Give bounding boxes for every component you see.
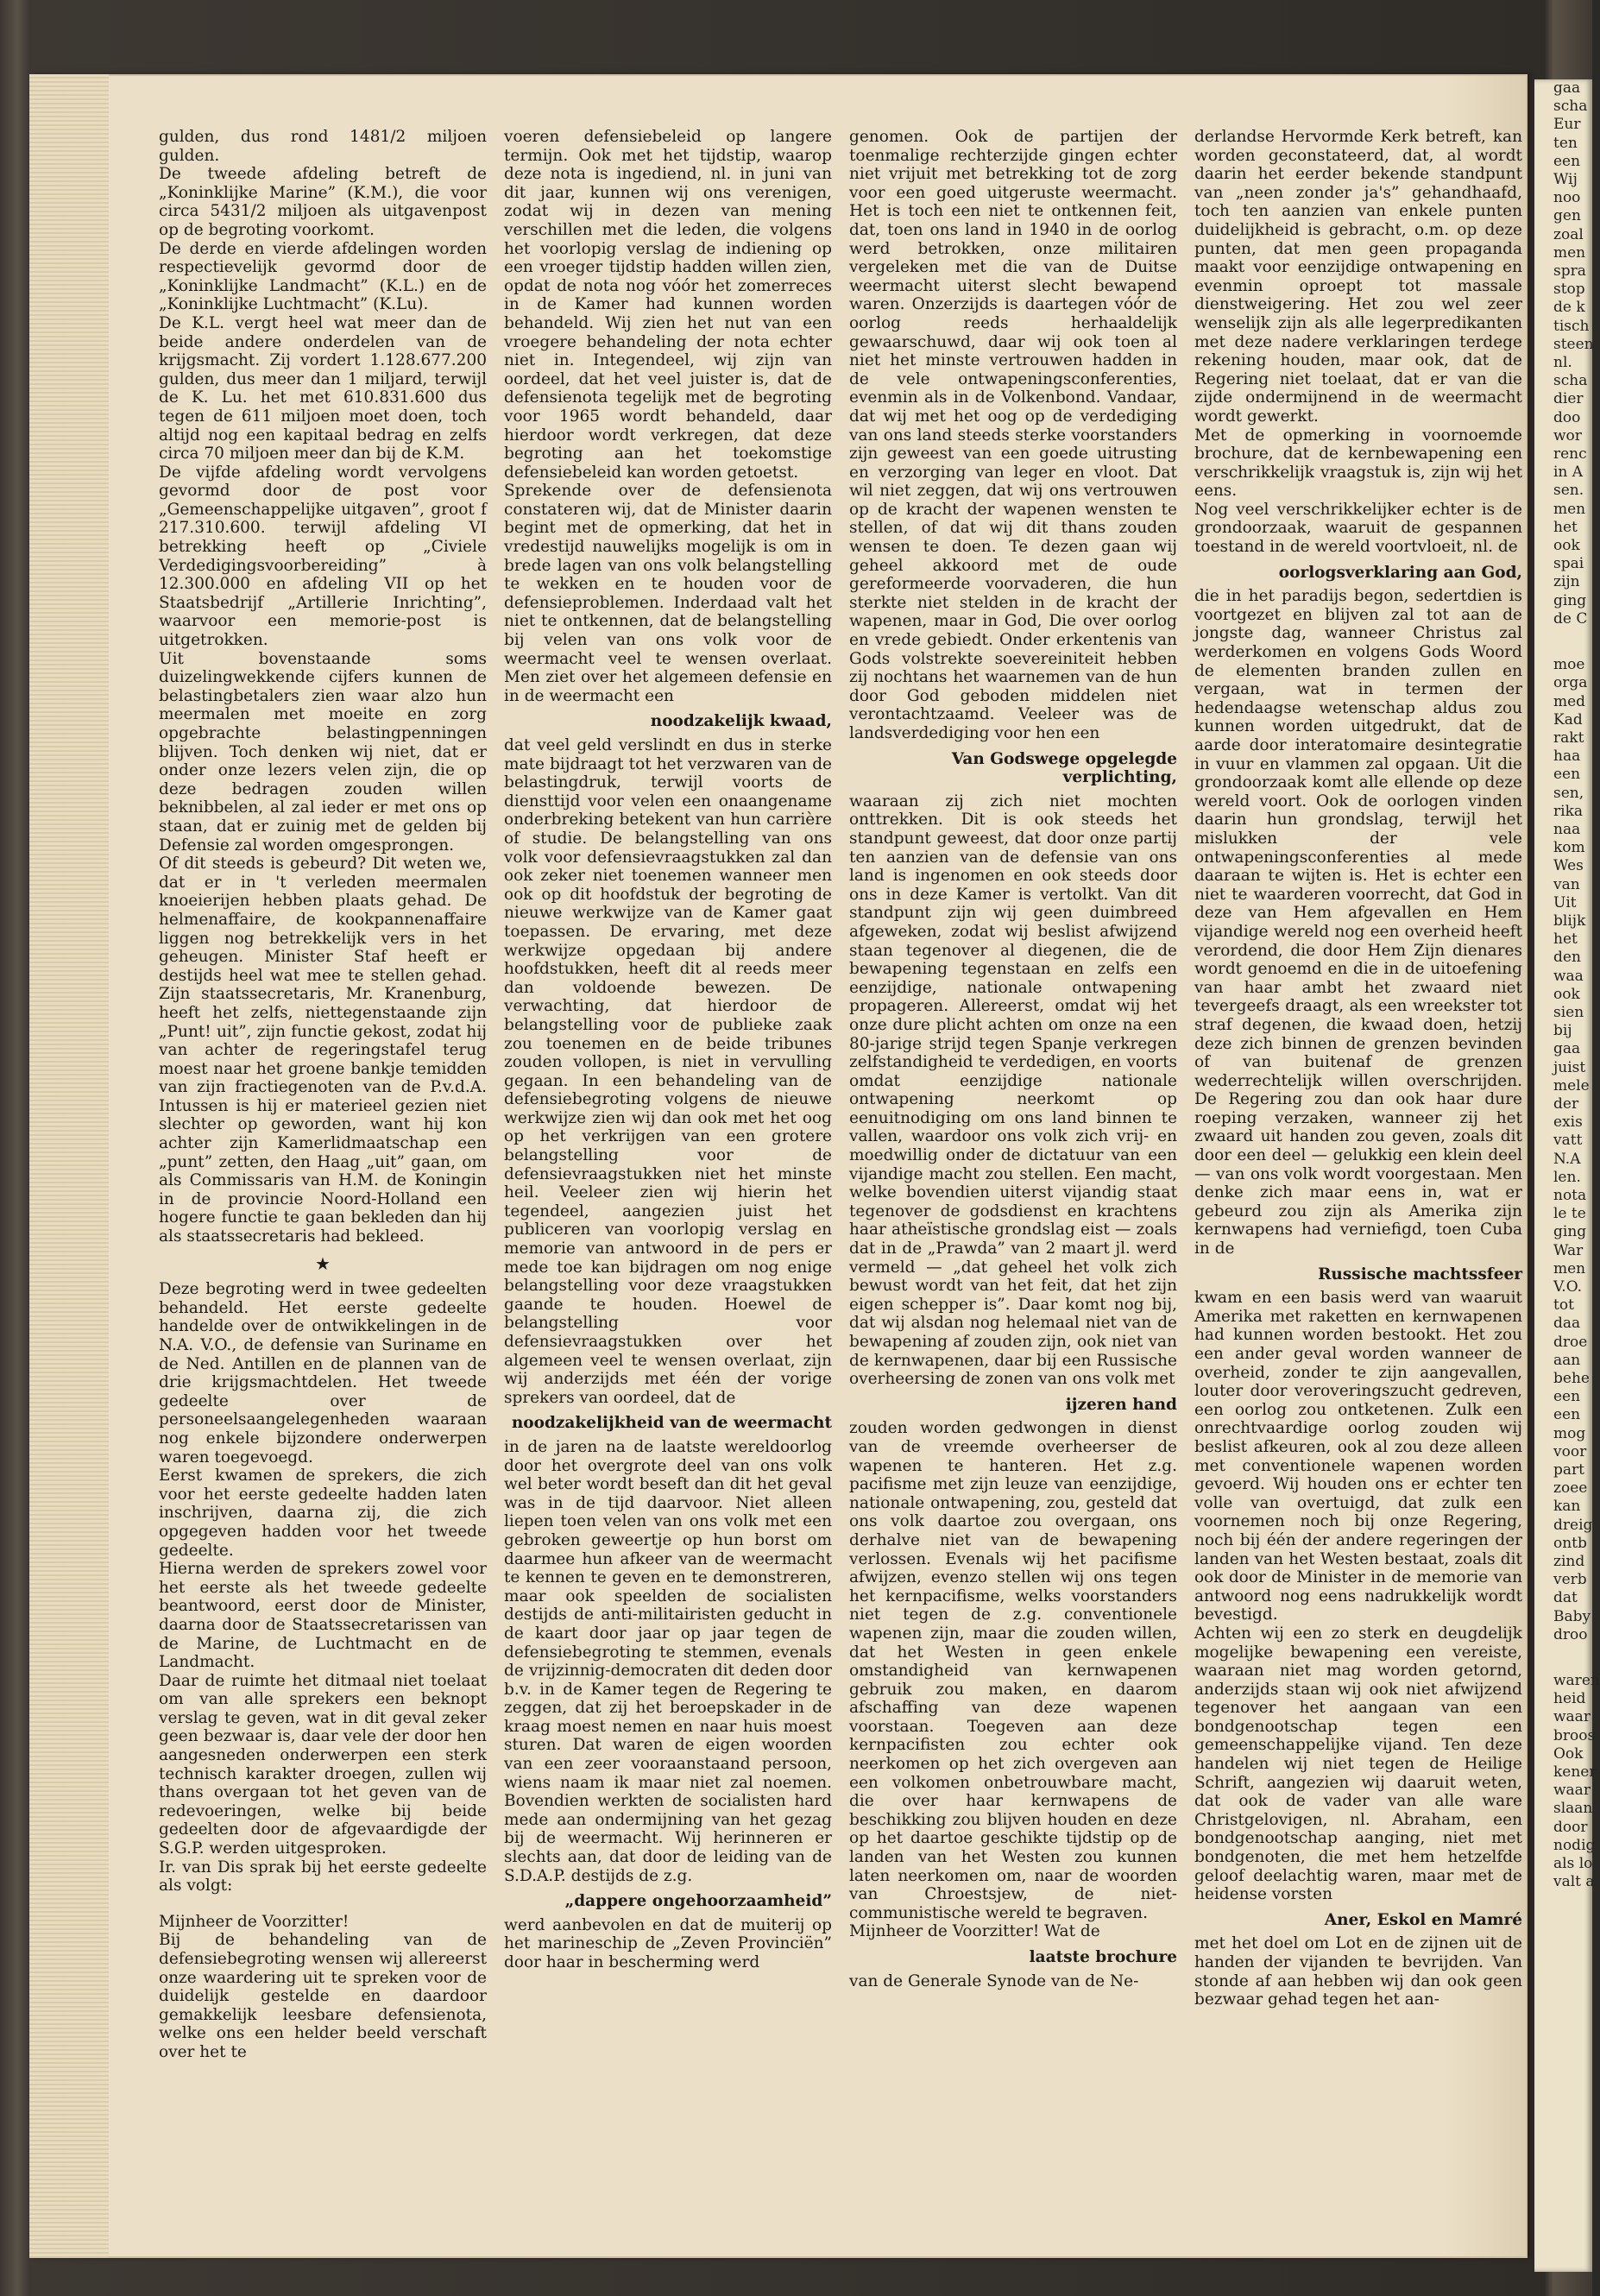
adjacent-page-fragment (1534, 1644, 1592, 1672)
adjacent-page-fragment: zind (1553, 1553, 1585, 1571)
adjacent-page-fragment: als lo (1553, 1855, 1593, 1873)
adjacent-page-fragment: men (1553, 500, 1586, 518)
paragraph: werd aanbevolen en dat de muiterij op het marineschip de „Zeven Provinciën” door haar in bescherming werd (504, 1915, 832, 1971)
adjacent-page-fragment: sien (1553, 1003, 1584, 1021)
adjacent-page-fragment: men (1553, 1259, 1586, 1277)
section-heading: laatste brochure (1029, 1948, 1177, 1966)
paragraph: Ir. van Dis sprak bij het eerste gedeelte als volgt: (159, 1858, 487, 1895)
paragraph: gulden, dus rond 1481/2 miljoen gulden. (159, 128, 487, 165)
adjacent-page-fragment: exis (1553, 1113, 1583, 1132)
adjacent-page-fragment: dier (1553, 390, 1584, 408)
adjacent-page-fragment: broos (1553, 1726, 1596, 1744)
adjacent-page-fragment: noo (1553, 189, 1581, 207)
adjacent-page-fragment: zijn (1553, 573, 1580, 591)
adjacent-page-fragment: Kad (1553, 710, 1583, 729)
adjacent-page-fragment: sen, (1553, 784, 1584, 802)
adjacent-page-fragment: nodig (1553, 1836, 1596, 1854)
section-heading: ijzeren hand (1065, 1395, 1177, 1414)
paragraph: dat veel geld verslindt en dus in sterke mate bijdraagt tot het verzwaren van de belastingdruk, terwijl voorts de diensttijd voor velen een onaangename onderbreking betekent van hun carrière of studie. De belangstelling van ons volk voor defensievraagstukken zal dan ook zeker niet toenemen wanneer men ook op dit hoofdstuk der begroting de nieuwe werkwijze van de Kamer gaat toepassen. De ervaring, met deze werkwijze opgedaan bij andere hoofdstukken, heeft dit al reeds meer dan voldoende bewezen. De verwachting, dat hierdoor de belangstelling voor de publieke zaak zou toenemen en de beide tribunes zouden vollopen, is niet in vervulling gegaan. In een behandeling van de defensiebegroting volgens de nieuwe werkwijze zien wij dan ook met het oog op het verkrijgen van een grotere belangstelling voor de defensievraagstukken niet het minste heil. Veeleer zien wij hierin het tegendeel, aangezien juist het publiceren van voorlopig verslag en memorie van antwoord in de pers er mede toe kan bijdragen om nog enige belangstelling voor deze vraagstukken gaande te houden. Hoewel de belangstelling voor defensievraagstukken over het algemeen veel te wensen overlaat, zijn wij anderzijds met één der vorige sprekers van oordeel, dat de (504, 736, 832, 1407)
adjacent-page-fragment: den (1553, 949, 1581, 967)
adjacent-page-fragment: heid (1553, 1690, 1586, 1708)
paragraph: kwam en een basis werd van waaruit Amerika met raketten en kernwapenen had kunnen worden bestookt. Het zou een ander geval worden wanneer de overheid, zonder te zijn aangevallen, louter door veroveringszucht gedreven, een oorlog zou ontketenen. Zulk een onrechtvaardige oorlog zouden wij beslist afkeuren, ook al zou deze alleen met conventionele wapenen worden gevoerd. Wij houden ons er echter ten volle van overtuigd, dat zulk een voornemen noch bij onze Regering, noch bij één der andere regeringen der landen van het Westen bestaat, zoals dit ook door de Minister in de memorie van antwoord nog eens nadrukkelijk wordt bevestigd. (1194, 1289, 1522, 1624)
adjacent-page-edge (1534, 79, 1600, 2272)
adjacent-page-fragment: de k (1553, 299, 1585, 317)
paragraph: De tweede afdeling betreft de „Koninklijke Marine” (K.M.), die voor circa 5431/2 miljoen als uitgavenpost op de begroting voorkomt. (159, 165, 487, 239)
adjacent-page-text (1534, 79, 1600, 1892)
adjacent-page-fragment: gaa (1553, 79, 1581, 97)
paragraph: Deze begroting werd in twee gedeelten behandeld. Het eerste gedeelte handelde over de ontwikkelingen in de N.A. V.O., de defensie van Suriname en de Ned. Antillen en de plannen van de drie krijgsmachtdelen. Het tweede gedeelte over de personeelsaangelegenheden waaraan nog enkele bijzondere onderwerpen waren toegevoegd. (159, 1280, 487, 1467)
adjacent-page-fragment: ontb (1553, 1534, 1587, 1552)
adjacent-page-fragment: scha (1553, 372, 1588, 390)
adjacent-page-fragment: Ook (1553, 1744, 1584, 1763)
adjacent-page-fragment: stop (1553, 281, 1585, 299)
adjacent-page-fragment: tisch (1553, 317, 1590, 335)
adjacent-page-fragment: ook (1553, 537, 1580, 555)
adjacent-page-fragment: Wij (1553, 171, 1578, 189)
paragraph: De derde en vierde afdelingen worden respectievelijk gevormd door de „Koninklijke Landmacht” (K.L.) en de „Koninklijke Luchtmacht” (K.Lu). (159, 239, 487, 314)
adjacent-page-fragment: vatt (1553, 1132, 1583, 1150)
adjacent-page-fragment: het (1553, 930, 1578, 949)
adjacent-page-fragment: een (1553, 152, 1581, 170)
adjacent-page-fragment: nl. (1553, 354, 1572, 372)
paragraph: Nog veel verschrikkelijker echter is de grondoorzaak, waaruit de gespannen toestand in de wereld voortvloeit, nl. de (1194, 500, 1522, 557)
paragraph: derlandse Hervormde Kerk betreft, kan worden geconstateerd, dat, al wordt daarin het eerder bekende standpunt van „neen zonder ja's” gehandhaafd, toch ten aanzien van enkele punten duidelijkheid is gebracht, o.m. op deze punten, dat men geen propaganda maakt voor eenzijdige ontwapening en evenmin oproept tot massale dienstweigering. Het zou wel zeer wenselijk zijn als alle legerpredikanten met deze nadere verklaringen terdege rekening houden, maar ook, dat de Regering niet toelaat, dat er van die zijde ondermijnend in de weermacht wordt gewerkt. (1194, 128, 1522, 426)
adjacent-page-fragment: mog (1553, 1424, 1586, 1442)
paragraph: Sprekende over de defensienota constateren wij, dat de Minister daarin begint met de opmerking, dat het in vredestijd nauwelijks mogelijk is om in brede lagen van ons volk belangstelling te wekken en te houden voor de defensieproblemen. Inderdaad valt het niet te ontkennen, dat de belangstelling bij velen van ons volk voor de weermacht veel te wensen overlaat. Men ziet over het algemeen defensie en in de weermacht een (504, 482, 832, 705)
adjacent-page-fragment: ten (1553, 134, 1578, 152)
adjacent-page-fragment: War (1553, 1241, 1584, 1259)
adjacent-page-fragment: haa (1553, 747, 1581, 766)
paragraph: Achten wij een zo sterk en deugdelijk mogelijke bewapening een vereiste, waaraan niet mag worden getornd, anderzijds staan wij ook niet afwijzend tegenover het aangaan van een bondgenootschap tegen een gemeenschappelijke vijand. Ten deze handelen wij niet tegen de Heilige Schrift, aangezien wij daaruit weten, dat ook de vader van alle ware Christgelovigen, nl. Abraham, een bondgenootschap aanging, niet met bondgenoten, die met hem hetzelfde geloof deelachtig waren, maar met de heidense vorsten (1194, 1624, 1522, 1904)
section-heading: noodzakelijkheid van de weermacht (511, 1414, 832, 1433)
adjacent-page-fragment: een (1553, 1406, 1581, 1424)
adjacent-page-fragment: med (1553, 692, 1586, 710)
adjacent-page-fragment: N.A (1553, 1150, 1581, 1168)
paragraph: Met de opmerking in voornoemde brochure, dat de kernbewapening een verschrikkelijk vraagstuk is, zijn wij het eens. (1194, 426, 1522, 501)
adjacent-page-fragment: van (1553, 875, 1580, 893)
paragraph: van de Generale Synode van de Ne- (849, 1971, 1139, 1990)
adjacent-page-fragment: kan (1553, 1498, 1581, 1516)
adjacent-page-fragment: le te (1553, 1205, 1586, 1223)
adjacent-page-fragment: moe (1553, 656, 1585, 674)
adjacent-page-fragment: der (1553, 1094, 1579, 1113)
adjacent-page-fragment: ging (1553, 591, 1587, 609)
paragraph: die in het paradijs begon, sedertdien is voortgezet en blijven zal tot aan de jongste dag, wanneer Christus zal werderkomen en volgens Gods Woord de elementen branden zullen en vergaan, wat in termen der hedendaagse wetenschap aldus zou kunnen worden uitgedrukt, dat de aarde door interatomaire desintegratie in vuur en vlammen zal opgaan. Uit die grondoorzaak komt alle ellende op deze wereld voort. Ook de oorlogen vinden daarin hun grondslag, terwijl het mislukken der vele ontwapeningsconferenties al mede daaraan te wijten is. Het is echter een niet te waarderen voorrecht, dat God in deze van Hem afgevallen en Hem vijandige wereld nog een overheid heeft verordend, die door Hem Zijn dienares wordt genoemd en die in de uitoefening van haar ambt het zwaard niet tevergeefs draagt, als een wreekster tot straf degenen, die kwaad doen, hetzij deze zich binnen de grenzen bevinden of van buitenaf de grenzen wederrechtelijk willen overschrijden. De Regering zou dan ook haar dure roeping verzaken, wanneer zij het zwaard uit handen zou geven, zoals dit door een deel — gelukkig een klein deel — van ons volk wordt voorgestaan. Men denke zich maar eens in, wat er gebeurd zou zijn als Amerika zijn kernwapens had verniefigd, toen Cuba in de (1194, 587, 1522, 1258)
adjacent-page-fragment: renc (1553, 445, 1587, 464)
adjacent-page-fragment: rika (1553, 802, 1583, 820)
paragraph: genomen. Ook de partijen der toenmalige rechterzijde gingen echter niet vrijuit met betrekking tot de zorg voor een goed uitgeruste weermacht. Het is toch een niet te ontkennen feit, dat, toen ons land in 1940 in de oorlog werd betrokken, onze militairen vergeleken met die van de Duitse weermacht uiterst slecht bewapend waren. Onzerzijds is daartegen vóór de oorlog reeds herhaaldelijk gewaarschuwd, daar wij ook toen al niet het minste vertrouwen hadden in de vele ontwapeningsconferenties, evenmin als in de Volkenbond. Vandaar, dat wij met het oog op de verdediging van ons land steeds sterke voorstanders zijn geweest van een goede uitrusting en verzorging van leger en vloot. Dat wil niet zeggen, dat wij ons vertrouwen op de kracht der wapenen wensten te stellen, of dat wij dit thans zouden wensen te doen. Te dezen gaan wij geheel akkoord met de oude gereformeerde voorvaderen, die hun sterkte niet stelden in de kracht der wapenen, maar in God, Die over oorlog en vrede gebiedt. Onder erkentenis van Gods volstrekte soevereiniteit hebben zij nochtans het waarnemen van de hun door God geboden middelen niet verontachtzaamd. Veeleer was de landsverdediging voor hen een (849, 128, 1177, 742)
adjacent-page-fragment: daa (1553, 1315, 1581, 1333)
adjacent-page-fragment: steen (1553, 335, 1594, 353)
paragraph: zouden worden gedwongen in dienst van de vreemde overheerser de wapenen te hanteren. Het z.g. pacifisme met zijn leuze van eenzijdige, nationale ontwapening, zou, gesteld dat ons volk daartoe zou overgaan, ons derhalve niet van de bewapening verlossen. Evenals wij het pacifisme afwijzen, evenzo stellen wij ons tegen het kernpacifisme, welks voorstanders niet tegen de z.g. conventionele wapenen zijn, maar die zouden willen, dat het Westen in geen enkele omstandigheid van kernwapenen gebruik zou maken, en daarom afschaffing van deze wapenen voorstaan. Toegeven aan deze kernpacifisten zou echter ook neerkomen op het zich overgeven aan een volkomen onbetrouwbare macht, die over haar kernwapens de beschikking zou blijven houden en deze op het daartoe geschikte tijdstip op de landen van het Westen zou kunnen laten neerkomen om, naar de woorden van Chroestsjew, de niet-communistische wereld te begraven. (849, 1419, 1177, 1922)
adjacent-page-fragment: Uit (1553, 893, 1577, 911)
adjacent-page-fragment: nota (1553, 1186, 1587, 1204)
paragraph: Eerst kwamen de sprekers, die zich voor het eerste gedeelte hadden laten inschrijven, daarna zij, die zich opgegeven hadden voor het tweede gedeelte. (159, 1467, 487, 1560)
adjacent-page-fragment: droe (1553, 1333, 1588, 1351)
adjacent-page-fragment: part (1553, 1461, 1584, 1479)
adjacent-page-fragment: waar (1553, 1782, 1591, 1800)
adjacent-page-fragment: gaa (1553, 1040, 1581, 1058)
adjacent-page-fragment: het (1553, 518, 1578, 536)
adjacent-page-fragment: kener (1553, 1763, 1597, 1782)
adjacent-page-fragment: slaan (1553, 1800, 1593, 1818)
adjacent-page-fragment: Eur (1553, 116, 1581, 134)
adjacent-page-fragment: doo (1553, 408, 1581, 426)
adjacent-page-fragment (1534, 628, 1592, 656)
paragraph: De vijfde afdeling wordt vervolgens gevormd door de post voor „Gemeenschappelijke uitgaven”, groot f 217.310.600. terwijl afdeling VI betrekking heeft op „Civiele Verdedigingsvoorbereiding” à 12.300.000 en afdeling VII op het Staatsbedrijf „Artillerie Inrichting”, waarvoor een memorie-post is uitgetrokken. (159, 463, 487, 650)
adjacent-page-fragment: tot (1553, 1296, 1574, 1315)
article-column-2 (504, 128, 832, 1972)
adjacent-page-fragment: door (1553, 1818, 1588, 1836)
adjacent-page-fragment: dreig (1553, 1516, 1593, 1534)
article-column-4 (1194, 128, 1522, 2009)
adjacent-page-fragment: blijk (1553, 911, 1586, 930)
adjacent-page-fragment: bij (1553, 1022, 1572, 1040)
adjacent-page-fragment: dat (1553, 1589, 1578, 1607)
adjacent-page-fragment: ook (1553, 985, 1580, 1003)
section-heading: Aner, Eskol en Mamré (1324, 1910, 1522, 1929)
adjacent-page-fragment: zoal (1553, 225, 1584, 243)
adjacent-page-fragment: wor (1553, 426, 1582, 445)
adjacent-page-fragment: juist (1553, 1058, 1586, 1076)
article-column-3 (849, 128, 1177, 1990)
adjacent-page-fragment: scha (1553, 98, 1588, 116)
adjacent-page-fragment: V.O. (1553, 1278, 1583, 1296)
paragraph: Mijnheer de Voorzitter! Wat de (849, 1922, 1100, 1941)
section-heading: Russische machtssfeer (1318, 1265, 1522, 1284)
adjacent-page-fragment: Wes (1553, 857, 1584, 875)
paragraph: met het doel om Lot en de zijnen uit de handen der vijanden te bevrijden. Van stonde af aan hebben wij dan ook geen bezwaar gehad tegen het aan- (1194, 1934, 1522, 2009)
paragraph: in de jaren na de laatste wereldoorlog door het overgrote deel van ons volk wel beter wordt beseft dan dit het geval was in de tijd daarvoor. Niet alleen liepen toen velen van ons volk met een gebroken geweertje op hun borst om daarmee hun afkeer van de weermacht te kennen te geven en te demonstreren, maar ook speelden de socialisten destijds de anti-militairisten geducht in de kaart door jaar op jaar tegen de defensiebegroting te stemmen, evenals de vrijzinnig-democraten dit deden door b.v. in de Kamer tegen de Regering te zeggen, dat zij het beroepskader in de kraag moest nemen en naar huis moest sturen. Dat waren de eigen woorden van een zeer vooraanstaand persoon, wiens naam ik maar niet zal noemen. Bovendien werkten de socialisten hard mede aan ondermijning van het gezag bij de weermacht. Wij herinneren er slechts aan, dat door de leiding van de S.D.A.P. destijds de z.g. (504, 1437, 832, 1885)
adjacent-page-fragment: Baby (1553, 1607, 1591, 1625)
adjacent-page-fragment: mele (1553, 1076, 1590, 1094)
adjacent-page-fragment: valt a (1553, 1873, 1595, 1891)
adjacent-page-fragment: verb (1553, 1571, 1587, 1589)
adjacent-page-fragment: aan (1553, 1351, 1581, 1369)
adjacent-page-fragment: orga (1553, 674, 1588, 692)
paragraph: Uit bovenstaande soms duizelingwekkende cijfers kunnen de belastingbetalers zien waar alzo hun meermalen met moeite en zorg opgebrachte belastingpenningen blijven. Toch denken wij niet, dat er onder onze lezers velen zijn, die op deze bedragen zouden willen beknibbelen, al zal ieder er met ons op staan, dat er zuinig met de gelden bij Defensie zal worden omgesprongen. (159, 649, 487, 855)
section-heading: noodzakelijk kwaad, (650, 712, 832, 731)
adjacent-page-fragment: spai (1553, 555, 1584, 573)
section-heading: oorlogsverklaring aan God, (1278, 563, 1522, 582)
paragraph: Of dit steeds is gebeurd? Dit weten we, dat er in 't verleden meermalen knoeierijen hebben plaats gehad. De helmenaffaire, de kookpannenaffaire liggen nog betrekkelijk vers in het geheugen. Minister Staf heeft er destijds heel wat mee te stellen gehad. Zijn staatssecretaris, Mr. Kranenburg, heeft het zelfs, niettegenstaande zijn „Punt! uit”, zijn functie gekost, zodat hij van achter de regeringstafel terug moest naar het groene bankje temidden van zijn fractiegenoten van de P.v.d.A. Intussen is hij er materieel gezien niet slechter op geworden, want hij kon achter zijn Kamerlidmaatschap een „punt” zetten, den Haag „uit” gaan, om als Commissaris van H.M. de Koningin in de provincie Noord-Holland een hogere functie te gaan bekleden dan hij als staatssecretaris had bekleed. (159, 855, 487, 1246)
adjacent-page-fragment: een (1553, 1388, 1581, 1406)
adjacent-page-fragment: kom (1553, 839, 1585, 857)
section-heading: Van Godswege opgelegde verplichting, (951, 749, 1177, 787)
paragraph: waaraan zij zich niet mochten onttrekken. Dit is ook steeds het standpunt geweest, dat door onze partij ten aanzien van de defensie van ons land is ingenomen en ook steeds door ons in deze Kamer is vertolkt. Van dit standpunt zijn wij geen duimbreed afgeweken, zodat wij beslist afwijzend staan tegenover al diegenen, die de bewapening tegenstaan en zelfs een eenzijdige, nationale ontwapening propageren. Allereerst, omdat wij het onze dure plicht achten om onze na een 80-jarige strijd tegen Spanje verkregen zelfstandigheid te verdedigen, en voorts omdat eenzijdige nationale ontwapening neerkomt op eenuitnodiging om ons land binnen te vallen, waardoor ons volk zich vrij- en moedwillig onder de dictatuur van een vijandige macht zou stellen. Een macht, welke bovendien uiterst vijandig staat tegenover de godsdienst en krachtens haar atheïstische grondslag eist — zoals dat in de „Prawda” van 2 maart jl. werd vermeld — „dat geheel het volk zich bewust wordt van het feit, dat het zijn eigen schepper is”. Daar komt nog bij, dat wij alsdan nog helemaal niet van de bewapening af zouden zijn, ook niet van de kernwapenen, daar bij een Russische overheersing de zonen van ons volk met (849, 792, 1177, 1389)
adjacent-page-fragment: een (1553, 766, 1581, 784)
adjacent-page-fragment: men (1553, 243, 1586, 262)
adjacent-page-fragment: waren (1553, 1672, 1600, 1690)
adjacent-page-fragment: spra (1553, 262, 1586, 281)
salutation: Mijnheer de Voorzitter! (159, 1912, 350, 1931)
adjacent-page-fragment: in A (1553, 464, 1584, 482)
adjacent-page-fragment: rakt (1553, 729, 1584, 747)
adjacent-page-fragment: behe (1553, 1370, 1590, 1388)
section-heading: „dappere ongehoorzaamheid” (564, 1892, 832, 1911)
adjacent-page-fragment: ging (1553, 1223, 1587, 1241)
adjacent-page-fragment: waa (1553, 967, 1584, 985)
paragraph: De K.L. vergt heel wat meer dan de beide andere onderdelen van de krijgsmacht. Zij vordert 1.128.677.200 gulden, dus meer dan 1 miljard, terwijl de K. Lu. het met 610.831.600 dus tegen de 611 miljoen moet doen, toch altijd nog een kapitaal bedrag en zelfs circa 70 miljoen meer dan bij de K.M. (159, 313, 487, 464)
article-column-1 (159, 128, 487, 2062)
adjacent-page-fragment: zoee (1553, 1479, 1588, 1498)
adjacent-page-fragment: naa (1553, 820, 1581, 838)
separator-star: ★ (315, 1252, 331, 1274)
adjacent-page-fragment: de C (1553, 609, 1588, 628)
adjacent-page-fragment: droo (1553, 1625, 1588, 1643)
adjacent-page-fragment: len. (1553, 1168, 1581, 1186)
adjacent-page-fragment: sen. (1553, 482, 1584, 500)
page-binding-edge (29, 74, 109, 2258)
paragraph: Daar de ruimte het ditmaal niet toelaat om van alle sprekers een beknopt verslag te geven, wat in dit geval zeker geen bezwaar is, daar vele der door hen aangesneden onderwerpen een sterk technisch karakter droegen, zullen wij thans overgaan tot het geven van de redevoeringen, welke bij beide gedeelten door de afgevaardigde der S.G.P. werden uitgesproken. (159, 1671, 487, 1858)
paragraph: Bij de behandeling van de defensiebegroting wensen wij allereerst onze waardering uit te spreken voor de duidelijk gestelde en daardoor gemakkelijk leesbare defensienota, welke ons een helder beeld verschaft over het te (159, 1931, 487, 2061)
paragraph: Hierna werden de sprekers zowel voor het eerste als het tweede gedeelte beantwoord, eerst door de Minister, daarna door de Staatssecretarissen van de Marine, de Luchtmacht en de Landmacht. (159, 1560, 487, 1672)
adjacent-page-fragment: waar (1553, 1708, 1591, 1726)
paragraph: voeren defensiebeleid op langere termijn. Ook met het tijdstip, waarop deze nota is ingediend, nl. in juni van dit jaar, kunnen wij ons verenigen, zodat wij in dezen van mening verschillen met die leden, die volgens het voorlopig verslag de indiening op een vroeger tijdstip hadden willen zien, opdat de nota nog vóór het zomerreces in de Kamer had kunnen worden behandeld. Wij zien het nut van een vroegere behandeling der nota echter niet in. Integendeel, wij zijn van oordeel, dat het veel juister is, dat de defensienota tegelijk met de begroting voor 1965 wordt behandeld, daar hierdoor wordt verkregen, dat deze begroting aan het toekomstige defensiebeleid kan worden getoetst. (504, 128, 832, 482)
adjacent-page-fragment: gen (1553, 207, 1581, 225)
adjacent-page-fragment: voor (1553, 1442, 1587, 1460)
